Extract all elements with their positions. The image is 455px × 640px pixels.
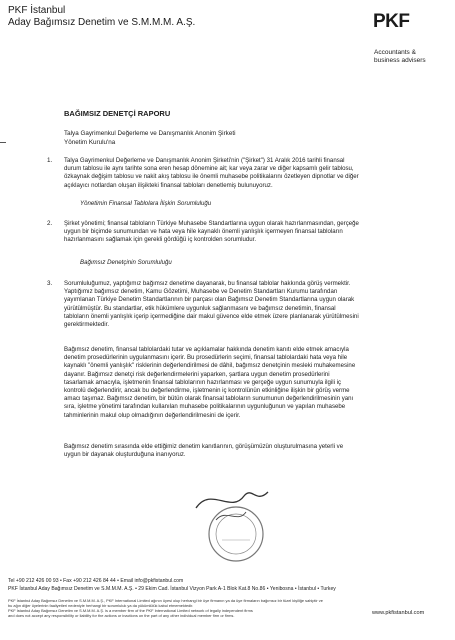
text-line: Bağımsız denetim, finansal tablolardaki tutar ve açıklamalar hakkında denetim kanıtı elde etmek amacıyla bbox=[64, 346, 349, 353]
text-line: Talya Gayrimenkul Değerleme ve Danışmanlık Anonim Şirketi'nin ("Şirket") 31 Aralık 2016 tarihli finansal bbox=[64, 157, 345, 164]
text-line: tahminlerinin makul olup olmadığının değerlendirilmesini de içerir. bbox=[64, 411, 241, 419]
firm-legal-name: Aday Bağımsız Denetim ve S.M.M.M. A.Ş. bbox=[8, 17, 196, 28]
text-line: Sorumluluğumuz, yaptığımız bağımsız denetime dayanarak, bu finansal tablolar hakkında görüş vermektir. bbox=[64, 280, 351, 287]
paragraph-4 bbox=[64, 346, 408, 420]
tagline-line-2: business advisers bbox=[374, 57, 426, 64]
text-line: açıklayıcı notlardan oluşan ilişikteki finansal tabloları denetlemiş bulunuyoruz. bbox=[64, 181, 273, 189]
text-line: amacı taşımaz. Bağımsız denetim, bir bütün olarak finansal tabloların sunumunun değerlendirilmesinin yanı bbox=[64, 395, 354, 403]
footer-address: PKF İstanbul Aday Bağımsız Denetim ve S.M.M.M. A.Ş. • 29 Ekim Cad. İstanbul Vizyon Park A-1 Blok Kat.8 No.86 • Yenibosna • İstanbul • Turkey bbox=[8, 586, 336, 592]
text-line: uygun bir dayanak oluşturduğuna inanıyoruz. bbox=[64, 451, 186, 459]
section-heading-auditor: Bağımsız Denetçinin Sorumluluğu bbox=[80, 259, 172, 266]
company-stamp-graphic bbox=[186, 478, 276, 570]
text-line: kaynaklı "önemli yanlışlık" risklerinin değerlendirilmesi de dâhil, bağımsız denetçinin mesleki muhakemesine bbox=[64, 362, 356, 370]
text-line: Bağımsız denetim sırasında elde ettiğimiz denetim kanıtlarının, görüşümüzün oluşturulmasına yeterli ve bbox=[64, 443, 344, 450]
text-line: denetim prosedürlerinin uygulanmasını içerir. Bu prosedürlerin seçimi, finansal tablolardaki hata veya hile bbox=[64, 354, 348, 362]
text-line: Yaptığımız bağımsız denetim, Kamu Gözetimi, Muhasebe ve Denetim Standartları Kurumu tarafından bbox=[64, 288, 338, 296]
disclaimer-line: PKF İstanbul Aday Bağımsız Denetim ve S.M.M.M. A.Ş. is a member firm of the PKF International Limited network of legally independent firms bbox=[8, 608, 253, 613]
footer-disclaimer bbox=[8, 598, 338, 618]
text-line: gerektirmektedir. bbox=[64, 321, 110, 329]
footer-contact: Tel +90 212 426 00 93 • Fax +90 212 426 84 44 • Email info@pkfistanbul.com bbox=[8, 578, 184, 584]
addressee-board: Yönetim Kurulu'na bbox=[64, 139, 116, 146]
text-line: uygun bir biçimde sunumundan ve hata veya hile kaynaklı önemli yanlışlık içermeyen finansal tabloların bbox=[64, 228, 343, 236]
fold-mark bbox=[0, 142, 6, 143]
text-line: tabloların önemli yanlışlık içerip içermediğine dair makul güvence elde etmek üzere planlanarak yürütülmesini bbox=[64, 312, 359, 320]
paragraph-3 bbox=[64, 280, 408, 329]
paragraph-2 bbox=[64, 220, 408, 245]
text-line: tasarlamak amacıyla, işletmenin finansal tablolarının hazırlanması ve gerçeğe uygun sunumuyla ilgili iç bbox=[64, 378, 342, 386]
text-line: hazırlanmasını sağlamak için gerekli gördüğü iç kontrolden sorumludur. bbox=[64, 236, 257, 244]
disclaimer-line: PKF İstanbul Aday Bağımsız Denetim ve S.M.M.M. A.Ş., PKF International Limited ağının üyesi olup herhangi bir üye firmanın ya da üye firmaların bağımsız bir tüzel kişiliğe sahiptir ve bbox=[8, 598, 323, 603]
text-line: yayımlanan Türkiye Denetim Standartlarının bir parçası olan Bağımsız Denetim Standartlarına uygun olarak bbox=[64, 296, 355, 304]
text-line: durum tablosu ile aynı tarihte sona eren hesap dönemine ait; kar veya zarar ve diğer kapsamlı gelir tablosu, bbox=[64, 165, 354, 173]
paragraph-1 bbox=[64, 157, 408, 190]
addressee-company: Talya Gayrimenkul Değerleme ve Danışmanlık Anonim Şirketi bbox=[64, 130, 236, 137]
logo-tagline bbox=[374, 49, 444, 65]
footer-website[interactable]: www.pkfistanbul.com bbox=[372, 610, 425, 616]
disclaimer-line: and does not accept any responsibility or liability for the actions or inactions on the part of any other individual member firm or firms. bbox=[8, 613, 235, 618]
paragraph-number-2: 2. bbox=[47, 220, 53, 227]
firm-name: PKF İstanbul bbox=[8, 5, 66, 16]
signature-and-stamp bbox=[186, 478, 276, 575]
text-line: Şirket yönetimi; finansal tabloların Türkiye Muhasebe Standartlarına uygun olarak hazırlanmasından, gerçeğe bbox=[64, 220, 359, 227]
tagline-line-1: Accountants & bbox=[374, 49, 416, 56]
pkf-logo: PKF bbox=[373, 11, 410, 32]
paragraph-number-3: 3. bbox=[47, 280, 53, 287]
text-line: yürütülmüştür. Bu standartlar, etik hükümlere uygunluk sağlanmasını ve bağımsız denetimin, finansal bbox=[64, 304, 336, 312]
paragraph-number-1: 1. bbox=[47, 157, 53, 164]
disclaimer-line: bu ağın diğer üyelerinin faaliyetleri nedeniyle herhangi bir sorumluluk ya da yükümlülük kabul etmemektedir. bbox=[8, 603, 194, 608]
text-line: özkaynak değişim tablosu ve nakit akış tablosu ile önemli muhasebe politikalarını özetleyen dipnotlar ve diğer bbox=[64, 173, 359, 181]
text-line: dayanır. Bağımsız denetçi risk değerlendirmelerini yaparken, şartlara uygun denetim prosedürlerini bbox=[64, 370, 330, 378]
text-line: kontrolü değerlendirir, ancak bu değerlendirme, işletmenin iç kontrolünün etkinliğine ilişkin bir görüş verme bbox=[64, 387, 350, 395]
addressee bbox=[64, 129, 235, 147]
section-heading-management: Yönetimin Finansal Tablolara İlişkin Sorumluluğu bbox=[80, 200, 212, 207]
report-title: BAĞIMSIZ DENETÇİ RAPORU bbox=[64, 109, 171, 118]
paragraph-5 bbox=[64, 443, 408, 459]
text-line: sıra, işletme yönetimi tarafından kullanılan muhasebe politikalarının uygunluğunun ve yapılan muhasebe bbox=[64, 403, 346, 411]
